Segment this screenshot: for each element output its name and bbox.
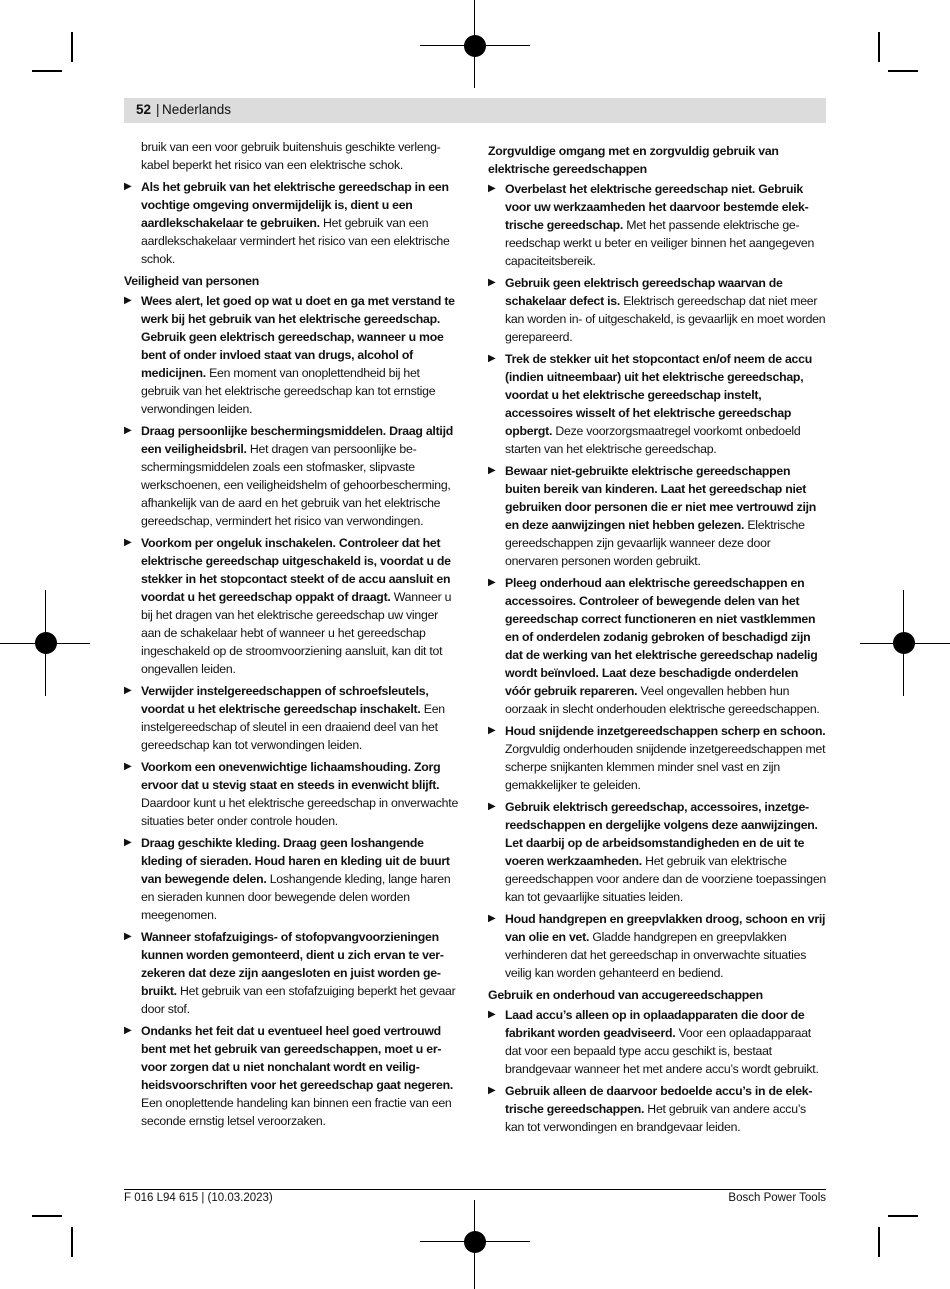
bullet-item xyxy=(124,928,460,1018)
bullet-bold-text: Voorkom een onevenwichtige lichaamshouding. Zorg ervoor dat u stevig staat en steeds in evenwicht blijft. xyxy=(141,760,441,792)
registration-mark-icon xyxy=(35,632,57,654)
bullet-triangle-icon: ▶ xyxy=(488,353,496,364)
bullet-item xyxy=(124,1022,460,1130)
bullet-item xyxy=(124,292,460,418)
bullet-item xyxy=(488,180,826,270)
crop-mark xyxy=(888,1215,918,1217)
registration-mark-icon xyxy=(464,35,486,57)
bullet-item xyxy=(124,758,460,830)
bullet-body-text: Gladde handgrepen en greepvlakken verhinderen dat het gereedschap in onverwachte situaties veilig kan worden gehanteerd en bediend. xyxy=(505,930,807,980)
bullet-body-text: Daardoor kunt u het elektrische gereedschap in onverwachte situaties beter onder controle houden. xyxy=(141,796,459,828)
crop-mark xyxy=(878,1227,880,1257)
bullet-body-text: Veel ongevallen hebben hun oorzaak in slecht onderhouden elektrische gereedschappen. xyxy=(505,684,820,716)
crop-mark xyxy=(71,1227,73,1257)
bullet-bold-text: Houd snijdende inzetgereedschappen scherp en schoon. xyxy=(505,724,826,738)
crop-mark xyxy=(32,70,62,72)
section-heading: Veiligheid van personen xyxy=(124,274,260,288)
registration-mark-icon xyxy=(893,632,915,654)
bullet-triangle-icon: ▶ xyxy=(488,277,496,288)
bullet-bold-text: Pleeg onderhoud aan elektrische gereedschappen en accessoires. Controleer of bewegende delen van het gereedschap correct functioneren en niet vastklemmen en of onderdelen zodanig gebroken of beschadigd zijn dat de werking van het elektrische gereedschap nadelig wordt beïnvloed. Laat deze beschadigde onderdelen vóór gebruik repareren. xyxy=(505,576,818,698)
bullet-body-text: Het gebruik van andere accu’s kan tot verwondingen en brandgevaar leiden. xyxy=(505,1102,806,1134)
bullet-body-text: Deze voorzorgsmaatregel voorkomt onbedoeld starten van het elektrische gereedschap. xyxy=(505,424,801,456)
left-column xyxy=(124,138,460,1134)
bullet-bold-text: Voorkom per ongeluk inschakelen. Controleer dat het elektrische gereedschap uitgeschakeld is, voordat u de stekker in het stopcontact steekt of de accu aansluit en voordat u het gereedschap oppakt of draagt. xyxy=(141,536,451,604)
crop-mark xyxy=(878,32,880,62)
page-number: 52 xyxy=(136,102,152,117)
bullet-item xyxy=(488,798,826,906)
section-heading: Zorgvuldige omgang met en zorgvuldig gebruik van elektrische gereedschappen xyxy=(488,144,779,176)
header-separator: | xyxy=(156,102,160,117)
bullet-body-text: Elektrisch gereedschap dat niet meer kan worden in- of uitgeschakeld, is gevaarlijk en moet worden gerepareerd. xyxy=(505,294,826,344)
bullet-item xyxy=(124,422,460,530)
bullet-bold-text: Bewaar niet-gebruikte elektrische gereedschappen buiten bereik van kinderen. Laat het gereedschap niet gebruiken door personen die er niet mee vertrouwd zijn en deze aanwijzingen niet hebben gelezen. xyxy=(505,464,817,532)
bullet-bold-text: Overbelast het elektrische gereedschap niet. Gebruik voor uw werkzaamheden het daarvoor bestemde elektrische gereedschap. xyxy=(505,182,809,232)
bullet-triangle-icon: ▶ xyxy=(124,181,132,192)
crop-mark xyxy=(32,1215,62,1217)
bullet-item xyxy=(488,722,826,794)
crop-mark xyxy=(888,70,918,72)
bullet-triangle-icon: ▶ xyxy=(124,537,132,548)
paragraph: bruik van een voor gebruik buitenshuis geschikte verlengkabel beperkt het risico van een elektrische schok. xyxy=(141,140,441,172)
bullet-bold-text: Gebruik geen elektrisch gereedschap waarvan de schakelaar defect is. xyxy=(505,276,783,308)
page-language: Nederlands xyxy=(162,102,232,117)
footer-document-code: F 016 L94 615 | (10.03.2023) xyxy=(124,1192,273,1204)
bullet-item xyxy=(124,534,460,678)
footer-divider xyxy=(124,1189,826,1190)
bullet-item xyxy=(488,274,826,346)
bullet-item xyxy=(488,462,826,570)
bullet-bold-text: Gebruik alleen de daarvoor bedoelde accu’s in de elektrische gereedschappen. xyxy=(505,1084,813,1116)
bullet-item xyxy=(488,574,826,718)
bullet-item xyxy=(124,178,460,268)
bullet-body-text: Een onoplettende handeling kan binnen een fractie van een seconde ernstig letsel veroorzaken. xyxy=(141,1096,452,1128)
bullet-item xyxy=(488,910,826,982)
bullet-bold-text: Wees alert, let goed op wat u doet en ga met verstand te werk bij het gebruik van het elektrische gereedschap. Gebruik geen elektrisch gereedschap, wanneer u moe bent of onder invloed staat van drugs, alcohol of medicijnen. xyxy=(141,294,455,380)
bullet-body-text: Zorgvuldig onderhouden snijdende inzetgereedschappen met scherpe snijkanten klemmen minder snel vast en zijn gemakkelijker te geleiden. xyxy=(505,742,826,792)
bullet-body-text: Elektrische gereedschappen zijn gevaarlijk wanneer deze door onervaren personen worden gebruikt. xyxy=(505,518,805,568)
bullet-bold-text: Wanneer stofafzuigings- of stofopvangvoorzieningen kunnen worden gemonteerd, dient u zich ervan te verzekeren dat deze zijn aangesloten en juist worden gebruikt. xyxy=(141,930,444,998)
bullet-body-text: Wanneer u bij het dragen van het elektrische gereedschap uw vinger aan de schakelaar hebt of wanneer u het gereedschap ingeschakeld op de stroomvoorziening aansluit, kan dit tot ongevallen leiden. xyxy=(141,590,452,676)
bullet-triangle-icon: ▶ xyxy=(488,1085,496,1096)
bullet-triangle-icon: ▶ xyxy=(124,425,132,436)
bullet-body-text: Een moment van onoplettendheid bij het gebruik van het elektrische gereedschap kan tot ernstige verwondingen leiden. xyxy=(141,366,436,416)
bullet-triangle-icon: ▶ xyxy=(124,1025,132,1036)
section-heading: Gebruik en onderhoud van accugereedschappen xyxy=(488,988,763,1002)
bullet-body-text: Het gebruik van een aardlekschakelaar vermindert het risico van een elektrische schok. xyxy=(141,216,450,266)
bullet-triangle-icon: ▶ xyxy=(124,837,132,848)
crop-mark xyxy=(71,32,73,62)
bullet-bold-text: Trek de stekker uit het stopcontact en/of neem de accu (indien uitneembaar) uit het elektrische gereedschap, voordat u het elektrische gereedschap instelt, accessoires wisselt of het elektrische gereedschap opbergt. xyxy=(505,352,812,438)
bullet-triangle-icon: ▶ xyxy=(488,183,496,194)
bullet-body-text: Loshangende kleding, lange haren en sieraden kunnen door bewegende delen worden meegenomen. xyxy=(141,872,451,922)
bullet-triangle-icon: ▶ xyxy=(488,577,496,588)
bullet-triangle-icon: ▶ xyxy=(124,761,132,772)
page-header xyxy=(124,98,826,123)
bullet-triangle-icon: ▶ xyxy=(488,465,496,476)
bullet-bold-text: Draag geschikte kleding. Draag geen loshangende kleding of sieraden. Houd haren en kleding uit de buurt van bewegende delen. xyxy=(141,836,450,886)
bullet-bold-text: Draag persoonlijke beschermingsmiddelen. Draag altijd een veiligheidsbril. xyxy=(141,424,454,456)
bullet-body-text: Een instelgereedschap of sleutel in een draaiend deel van het gereedschap kan tot verwondingen leiden. xyxy=(141,702,445,752)
bullet-triangle-icon: ▶ xyxy=(124,295,132,306)
bullet-body-text: Het dragen van persoonlijke beschermingsmiddelen zoals een stofmasker, slipvaste werkschoenen, een veiligheidshelm of gehoorbescherming, afhankelijk van de aard en het gebruik van het elektrische gereedschap, vermindert het risico van verwondingen. xyxy=(141,442,451,528)
bullet-body-text: Het gebruik van elektrische gereedschappen voor andere dan de voorziene toepassingen kan tot gevaarlijke situaties leiden. xyxy=(505,854,827,904)
bullet-bold-text: Laad accu’s alleen op in oplaadapparaten die door de fabrikant worden geadviseerd. xyxy=(505,1008,805,1040)
bullet-bold-text: Ondanks het feit dat u eventueel heel goed vertrouwd bent met het gebruik van gereedschappen, moet u ervoor zorgen dat u niet nonchalant wordt en veiligheidsvoorschriften voor het gereedschap gaat negeren. xyxy=(141,1024,454,1092)
bullet-triangle-icon: ▶ xyxy=(488,1009,496,1020)
bullet-item xyxy=(488,350,826,458)
bullet-triangle-icon: ▶ xyxy=(488,913,496,924)
bullet-body-text: Met het passende elektrische gereedschap werkt u beter en veiliger binnen het aangegeven capaciteitsbereik. xyxy=(505,218,815,268)
right-column xyxy=(488,138,826,1140)
bullet-bold-text: Houd handgrepen en greepvlakken droog, schoon en vrij van olie en vet. xyxy=(505,912,826,944)
bullet-bold-text: Gebruik elektrisch gereedschap, accessoires, inzetgereedschappen en dergelijke volgens deze aanwijzingen. Let daarbij op de arbeidsomstandigheden en de uit te voeren werkzaamheden. xyxy=(505,800,818,868)
bullet-bold-text: Verwijder instelgereedschappen of schroefsleutels, voordat u het elektrische gereedschap inschakelt. xyxy=(141,684,429,716)
footer-brand: Bosch Power Tools xyxy=(728,1192,826,1204)
bullet-triangle-icon: ▶ xyxy=(488,725,496,736)
bullet-body-text: Voor een oplaadapparaat dat voor een bepaald type accu geschikt is, bestaat brandgevaar wanneer het met andere accu’s wordt gebruikt. xyxy=(505,1026,819,1076)
bullet-bold-text: Als het gebruik van het elektrische gereedschap in een vochtige omgeving onvermijdelijk is, dient u een aardlekschakelaar te gebruiken. xyxy=(141,180,449,230)
bullet-triangle-icon: ▶ xyxy=(488,801,496,812)
bullet-item xyxy=(488,1082,826,1136)
bullet-item xyxy=(124,834,460,924)
registration-mark-icon xyxy=(464,1231,486,1253)
bullet-triangle-icon: ▶ xyxy=(124,685,132,696)
bullet-item xyxy=(124,682,460,754)
bullet-item xyxy=(488,1006,826,1078)
bullet-triangle-icon: ▶ xyxy=(124,931,132,942)
bullet-body-text: Het gebruik van een stofafzuiging beperkt het gevaar door stof. xyxy=(141,984,456,1016)
